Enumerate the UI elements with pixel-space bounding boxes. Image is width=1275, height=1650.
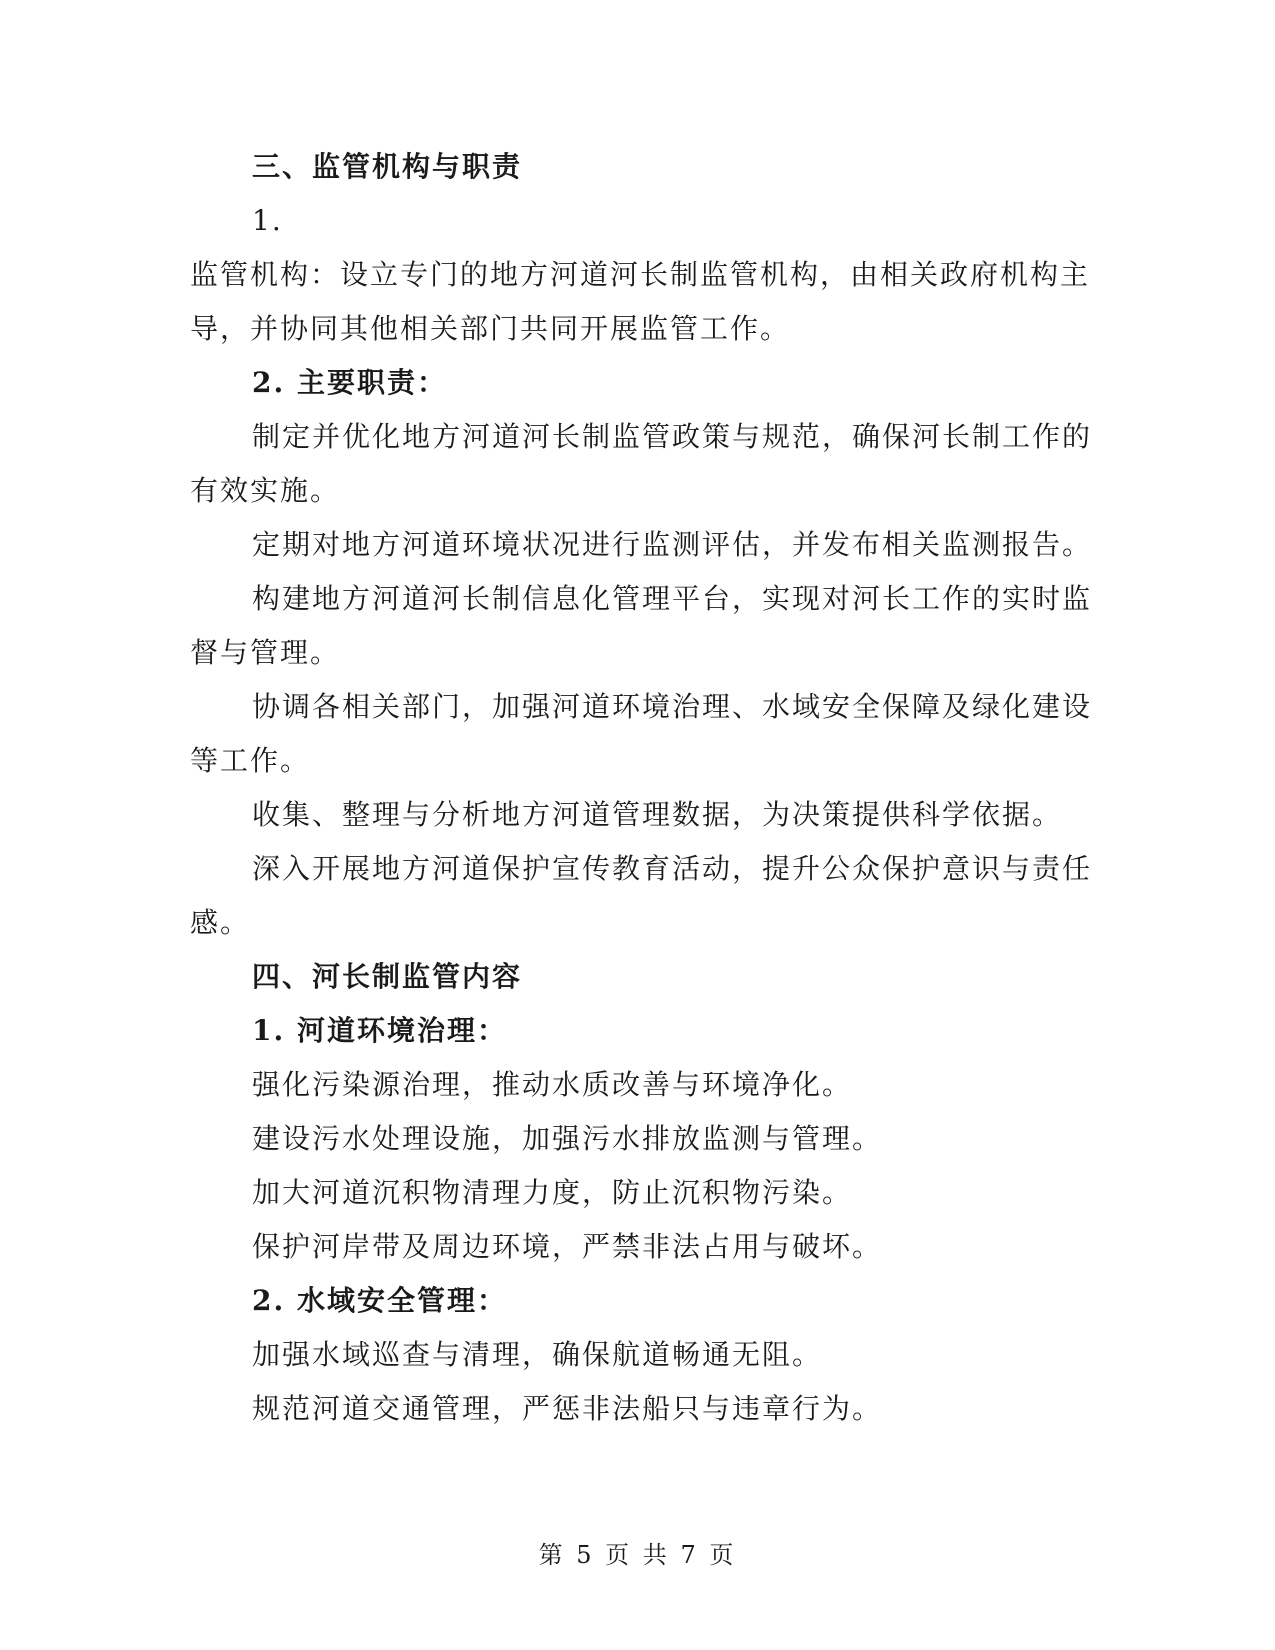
- list-number: 1.: [252, 204, 283, 237]
- section-heading: 三、监管机构与职责: [252, 150, 523, 183]
- paragraph-line: 定期对地方河道环境状况进行监测评估，并发布相关监测报告。: [252, 528, 1093, 561]
- paragraph-line: 建设污水处理设施，加强污水排放监测与管理。: [252, 1122, 883, 1155]
- paragraph-line: 有效实施。: [190, 474, 341, 507]
- page-footer: 第 5 页 共 7 页: [538, 1541, 737, 1569]
- paragraph-line: 收集、整理与分析地方河道管理数据，为决策提供科学依据。: [252, 798, 1063, 831]
- paragraph-line: 导，并协同其他相关部门共同开展监管工作。: [190, 312, 791, 345]
- section-heading: 四、河长制监管内容: [252, 960, 523, 993]
- paragraph-line: 加强水域巡查与清理，确保航道畅通无阻。: [252, 1338, 823, 1371]
- paragraph-line: 加大河道沉积物清理力度，防止沉积物污染。: [252, 1176, 853, 1209]
- paragraph-line: 等工作。: [190, 744, 311, 777]
- paragraph-line: 协调各相关部门，加强河道环境治理、水域安全保障及绿化建设: [252, 690, 1093, 723]
- paragraph-line: 保护河岸带及周边环境，严禁非法占用与破坏。: [252, 1230, 883, 1263]
- paragraph-line: 监管机构：设立专门的地方河道河长制监管机构，由相关政府机构主: [190, 258, 1091, 291]
- paragraph-line: 深入开展地方河道保护宣传教育活动，提升公众保护意识与责任: [252, 852, 1093, 885]
- paragraph-line: 制定并优化地方河道河长制监管政策与规范，确保河长制工作的: [252, 420, 1093, 453]
- paragraph-line: 强化污染源治理，推动水质改善与环境净化。: [252, 1068, 853, 1101]
- subsection-heading: 2. 主要职责：: [252, 366, 447, 399]
- subsection-heading: 2. 水域安全管理：: [252, 1284, 507, 1317]
- paragraph-line: 督与管理。: [190, 636, 341, 669]
- paragraph-line: 感。: [190, 906, 251, 939]
- subsection-heading: 1. 河道环境治理：: [252, 1014, 507, 1047]
- paragraph-line: 规范河道交通管理，严惩非法船只与违章行为。: [252, 1392, 883, 1425]
- paragraph-line: 构建地方河道河长制信息化管理平台，实现对河长工作的实时监: [252, 582, 1093, 615]
